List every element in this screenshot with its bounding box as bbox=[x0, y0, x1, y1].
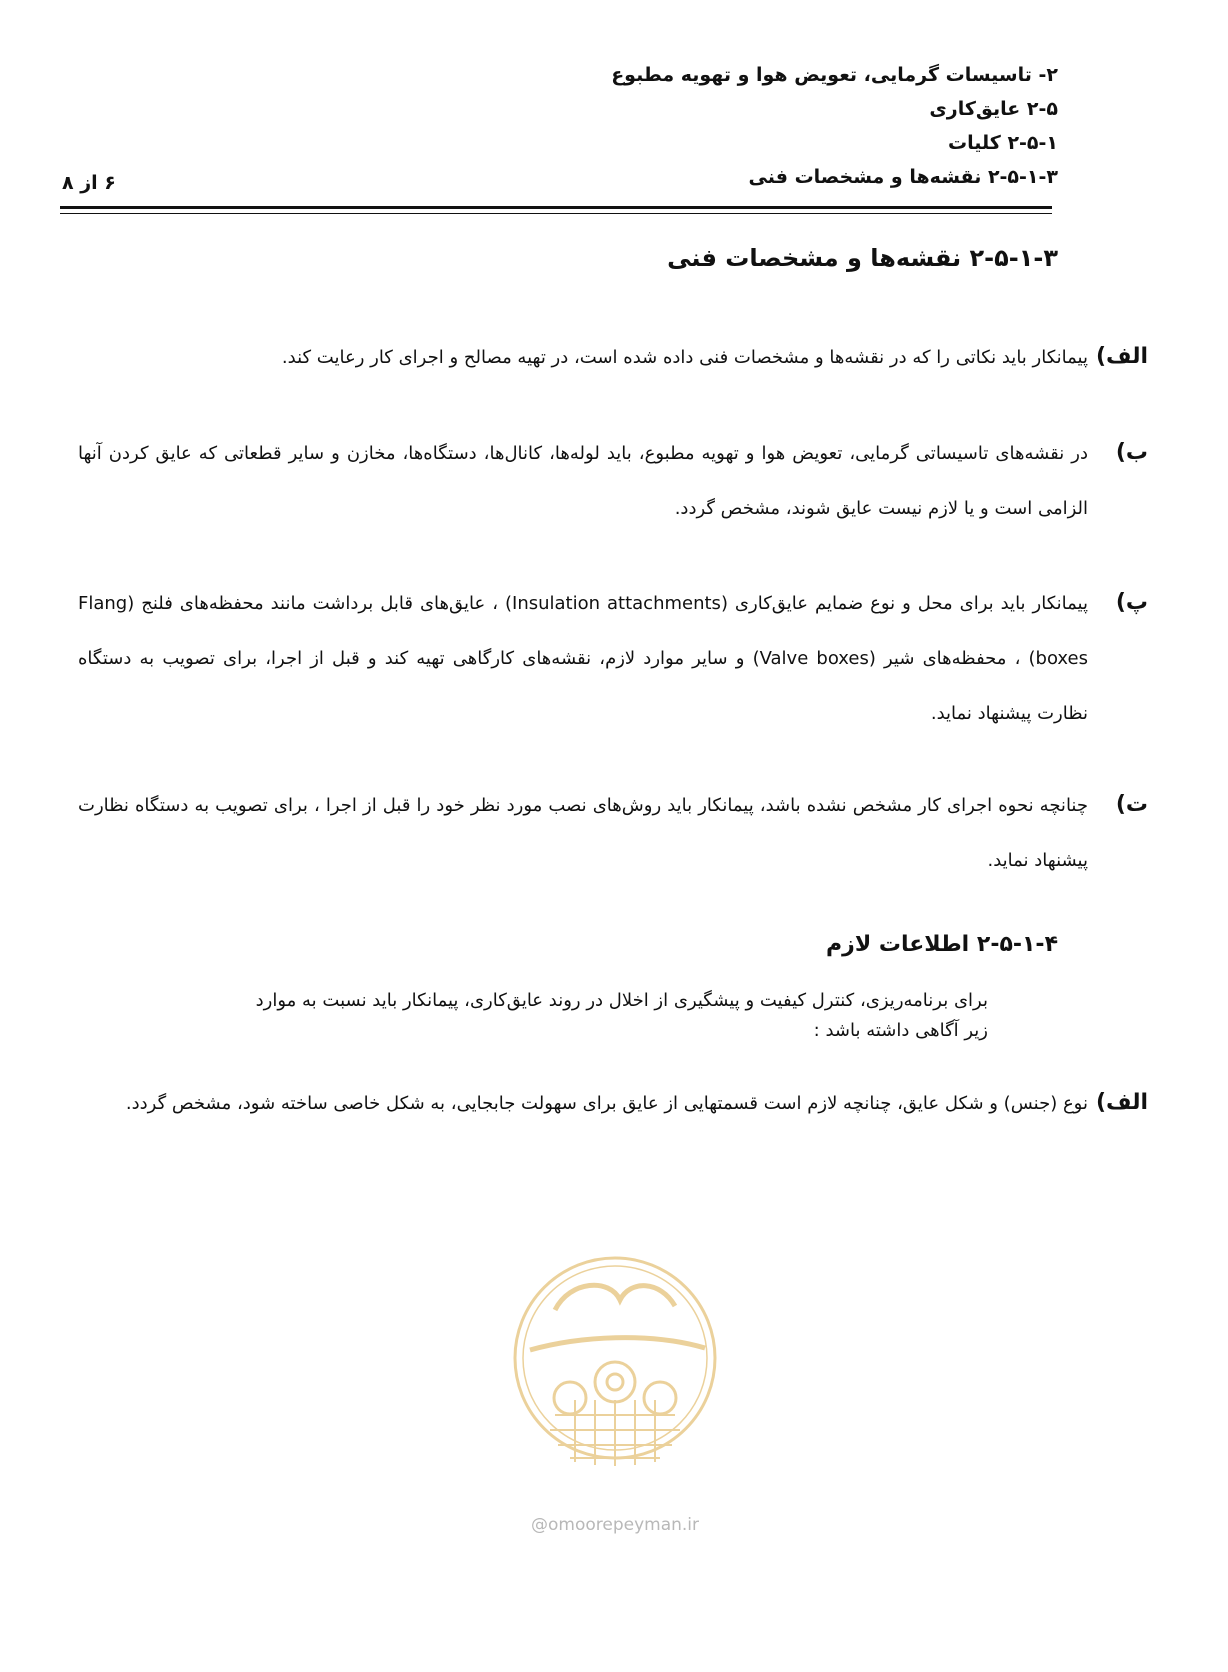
item-text: چنانچه نحوه اجرای کار مشخص نشده باشد، پیمانکار باید روش‌های نصب مورد نظر خود را قبل از اجرا ، برای تصویب به دستگاه نظارت پیشنهاد نماید. bbox=[78, 795, 1088, 871]
item-text: نوع (جنس) و شکل عایق، چنانچه لازم است قسمتهایی از عایق برای سهولت جابجایی، به شکل خاصی ساخته شود، مشخص گردد. bbox=[125, 1093, 1088, 1114]
page-number: ۶ از ۸ bbox=[62, 172, 116, 194]
item-text: پیمانکار باید نکاتی را که در نقشه‌ها و مشخصات فنی داده شده است، در تهیه مصالح و اجرای کار رعایت کند. bbox=[281, 347, 1088, 368]
item-text: در نقشه‌های تاسیساتی گرمایی، تعویض هوا و تهویه مطبوع، باید لوله‌ها، کانال‌ها، دستگاه‌ها، مخازن و سایر قطعاتی که عایق کردن آنها الزامی است و یا لازم نیست عایق شوند، مشخص گردد. bbox=[78, 443, 1088, 519]
item-text: پیمانکار باید برای محل و نوع ضمایم عایق‌کاری (Insulation attachments) ، عایق‌های قابل برداشت مانند محفظه‌های فلنج (Flang boxes) ، محفظه‌های شیر (Valve boxes) و سایر موارد لازم، نقشه‌های کارگاهی تهیه کند و قبل از اجرا، برای تصویب به دستگاه نظارت پیشنهاد نماید. bbox=[78, 593, 1088, 724]
item-marker: الف) bbox=[1095, 344, 1148, 369]
header-chapter: ۲- تاسیسات گرمایی، تعویض هوا و تهویه مطبوع bbox=[611, 64, 1058, 86]
header-topic: ۲-۵-۱-۳ نقشه‌ها و مشخصات فنی bbox=[748, 166, 1058, 188]
item-marker: الف) bbox=[1095, 1090, 1148, 1115]
list-item bbox=[78, 344, 1158, 385]
list-item bbox=[78, 1090, 1158, 1131]
item-marker: پ) bbox=[1115, 590, 1148, 615]
subsection-title: ۲-۵-۱-۴ اطلاعات لازم bbox=[826, 932, 1058, 957]
list-item bbox=[78, 440, 1158, 536]
header-section: ۲-۵ عایق‌کاری bbox=[929, 98, 1058, 120]
list-item bbox=[78, 590, 1158, 741]
subsection-intro: برای برنامه‌ریزی، کنترل کیفیت و پیشگیری از اخلال در روند عایق‌کاری، پیمانکار باید نسبت به موارد زیر آگاهی داشته باشد : bbox=[255, 990, 988, 1041]
watermark-url: @omoorepeyman.ir bbox=[530, 1515, 700, 1535]
section-title: ۲-۵-۱-۳ نقشه‌ها و مشخصات فنی bbox=[667, 244, 1058, 272]
item-marker: ت) bbox=[1115, 792, 1148, 817]
item-marker: ب) bbox=[1115, 440, 1148, 465]
header-rule-thin bbox=[60, 213, 1052, 214]
watermark-logo bbox=[500, 1240, 730, 1500]
header-subsection: ۲-۵-۱ کلیات bbox=[948, 132, 1058, 154]
list-item bbox=[78, 792, 1158, 888]
header-rule-thick bbox=[60, 206, 1052, 209]
